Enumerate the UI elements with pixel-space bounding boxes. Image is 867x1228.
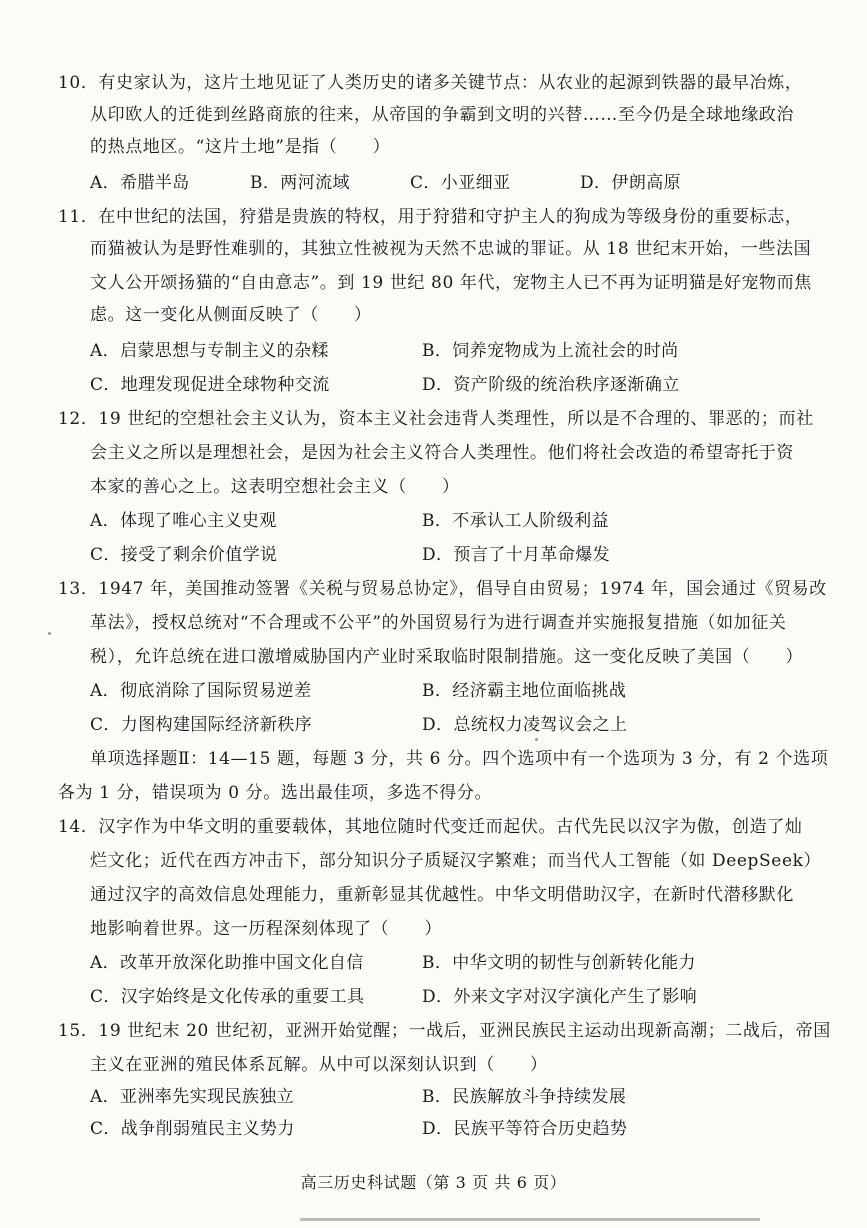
section-instruction-line: 各为 1 分，错误项为 0 分。选出最佳项，多选不得分。 [58, 783, 493, 803]
option-a: A．亚洲率先实现民族独立 [90, 1087, 295, 1107]
option-c: C．小亚细亚 [410, 173, 511, 193]
option-d: D．民族平等符合历史趋势 [422, 1119, 628, 1139]
question-text-line: 烂文化；近代在西方冲击下，部分知识分子质疑汉字繁难；而当代人工智能（如 DeepSeek） [90, 851, 822, 871]
question-text-line: 本家的善心之上。这表明空想社会主义（ ） [90, 477, 460, 497]
question-text-line: 13．1947 年，美国推动签署《关税与贸易总协定》，倡导自由贸易；1974 年，国会通过《贸易改 [58, 579, 827, 599]
question-text-line: 税），允许总统在进口激增威胁国内产业时采取临时限制措施。这一变化反映了美国（ ） [90, 647, 804, 667]
option-b: B．饲养宠物成为上流社会的时尚 [422, 341, 679, 361]
option-a: A．改革开放深化助推中国文化自信 [90, 953, 364, 973]
question-text-line: 革法》，授权总统对“不合理或不公平”的外国贸易行为进行调查并实施报复措施（如加征关 [90, 613, 787, 633]
question-text-line: 地影响着世界。这一历程深刻体现了（ ） [90, 919, 442, 939]
question-text-line: 通过汉字的高效信息处理能力，重新彰显其优越性。中华文明借助汉字，在新时代潜移默化 [90, 885, 794, 905]
option-c: C．地理发现促进全球物种交流 [90, 375, 330, 395]
option-a: A．彻底消除了国际贸易逆差 [90, 681, 312, 701]
question-text-line: 14．汉字作为中华文明的重要载体，其地位随时代变迁而起伏。古代先民以汉字为傲，创造了灿 [58, 817, 803, 837]
option-b: B．民族解放斗争持续发展 [422, 1087, 627, 1107]
question-text-line: 从印欧人的迁徙到丝路商旅的往来，从帝国的争霸到文明的兴替……至今仍是全球地缘政治 [90, 105, 794, 125]
option-c: C．力图构建国际经济新秩序 [90, 715, 313, 735]
question-text-line: 15．19 世纪末 20 世纪初，亚洲开始觉醒；一战后，亚洲民族民主运动出现新高潮；二战后，帝国 [58, 1021, 831, 1041]
question-text-line: 的热点地区。“这片土地”是指（ ） [90, 137, 391, 157]
option-d: D．伊朗高原 [580, 173, 682, 193]
question-text-line: 文人公开颂扬猫的“自由意志”。到 19 世纪 80 年代，宠物主人已不再为证明猫是好宠物而焦 [90, 273, 812, 293]
page-footer: 高三历史科试题（第 3 页 共 6 页） [300, 1173, 567, 1192]
question-text-line: 而猫被认为是野性难驯的，其独立性被视为天然不忠诚的罪证。从 18 世纪末开始，一些法国 [90, 239, 812, 259]
option-b: B．经济霸主地位面临挑战 [422, 681, 627, 701]
option-c: C．汉字始终是文化传承的重要工具 [90, 987, 365, 1007]
option-d: D．预言了十月革命爆发 [422, 545, 611, 565]
option-c: C．战争削弱殖民主义势力 [90, 1119, 295, 1139]
scan-speck [535, 738, 538, 741]
question-text-line: 虑。这一变化从侧面反映了（ ） [90, 305, 372, 325]
option-d: D．外来文字对汉字演化产生了影响 [422, 987, 698, 1007]
option-b: B．中华文明的韧性与创新转化能力 [422, 953, 696, 973]
option-a: A．希腊半岛 [90, 173, 190, 193]
question-text-line: 主义在亚洲的殖民体系瓦解。从中可以深刻认识到（ ） [90, 1055, 548, 1075]
option-b: B．不承认工人阶级利益 [422, 511, 609, 531]
option-a: A．体现了唯心主义史观 [90, 511, 277, 531]
scan-speck [48, 632, 51, 635]
option-b: B．两河流域 [250, 173, 350, 193]
option-a: A．启蒙思想与专制主义的杂糅 [90, 341, 329, 361]
question-text-line: 会主义之所以是理想社会，是因为社会主义符合人类理性。他们将社会改造的希望寄托于资 [90, 443, 794, 463]
question-text-line: 12．19 世纪的空想社会主义认为，资本主义社会违背人类理性，所以是不合理的、罪恶的；而社 [58, 409, 814, 429]
section-instruction-line: 单项选择题Ⅱ：14—15 题，每题 3 分，共 6 分。四个选项中有一个选项为 3 分，有 2 个选项 [90, 749, 829, 769]
scan-edge-line [300, 1218, 760, 1221]
question-text-line: 10．有史家认为，这片土地见证了人类历史的诸多关键节点：从农业的起源到铁器的最早冶炼， [58, 73, 803, 93]
option-d: D．总统权力凌驾议会之上 [422, 715, 628, 735]
option-c: C．接受了剩余价值学说 [90, 545, 278, 565]
option-d: D．资产阶级的统治秩序逐渐确立 [422, 375, 680, 395]
question-text-line: 11．在中世纪的法国，狩猎是贵族的特权，用于狩猎和守护主人的狗成为等级身份的重要标志， [58, 207, 803, 227]
